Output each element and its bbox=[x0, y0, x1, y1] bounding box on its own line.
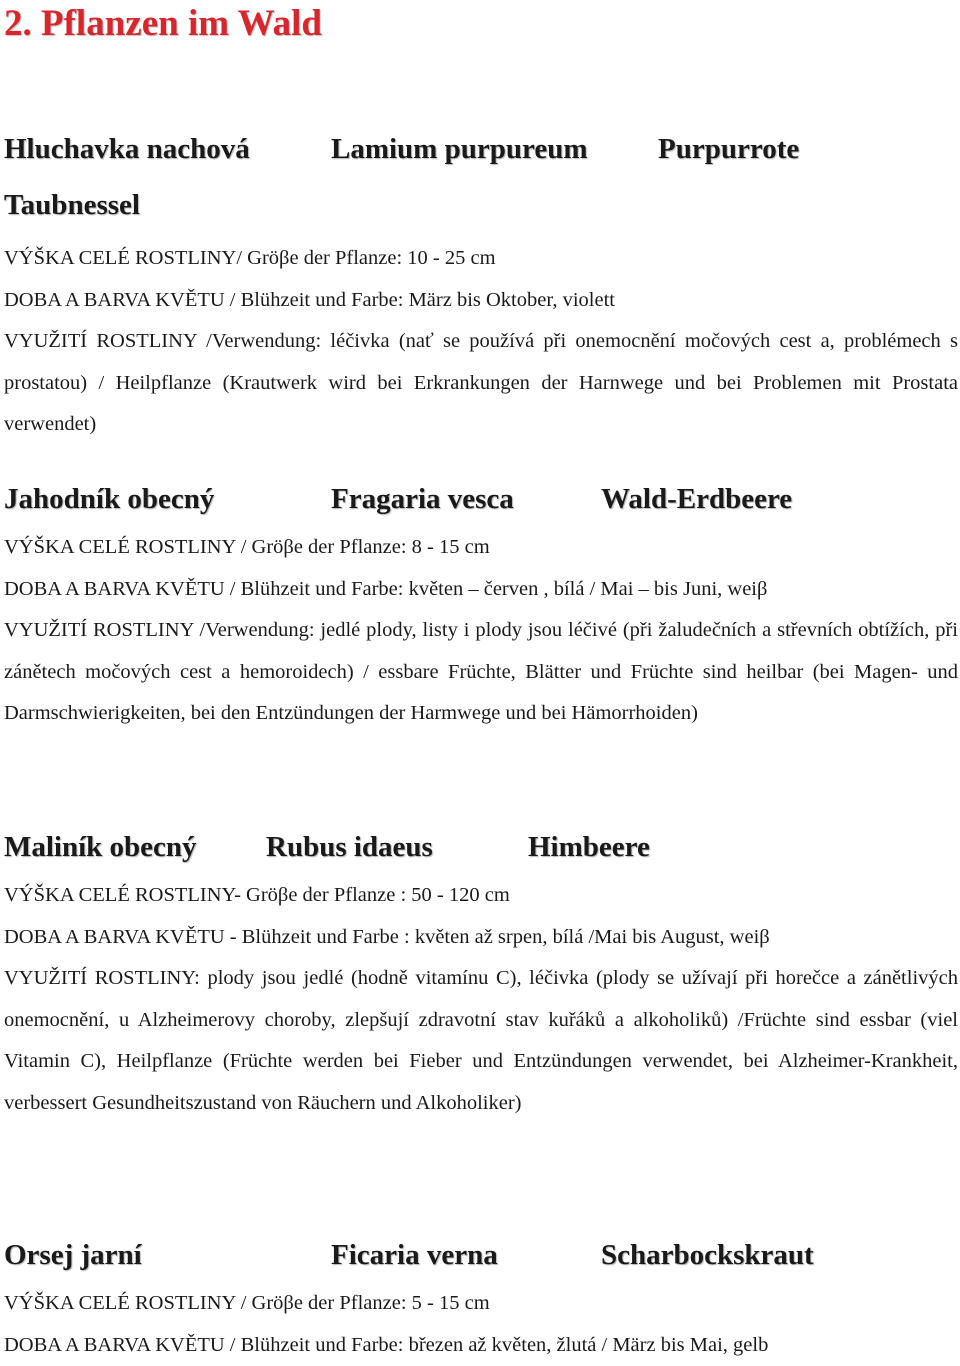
plant-czech-name: Jahodník obecný bbox=[4, 483, 214, 516]
plant-section-ficaria bbox=[4, 1239, 958, 1366]
plant-height: VÝŠKA CELÉ ROSTLINY / Gröβe der Pflanze: 5 - 15 cm bbox=[4, 1283, 958, 1325]
plant-german-name-continued: Taubnessel bbox=[4, 189, 140, 222]
plant-latin-name: Ficaria verna bbox=[331, 1239, 498, 1272]
plant-bloom: DOBA A BARVA KVĚTU / Blühzeit und Farbe: březen až květen, žlutá / März bis Mai, gelb bbox=[4, 1325, 958, 1366]
plant-use: VYUŽITÍ ROSTLINY /Verwendung: jedlé plody, listy i plody jsou léčivé (při žaludečních a střevních obtížích, při zánětech močových cest a hemoroidech) / essbare Früchte, Blätter und Früchte sind heilbar (bei Magen- und Darmschwierigkeiten, bei den Entzündungen der Harmwege und bei Hämorrhoiden) bbox=[4, 610, 958, 735]
chapter-title: 2. Pflanzen im Wald bbox=[4, 2, 322, 45]
plant-section-lamium bbox=[4, 133, 958, 446]
plant-latin-name: Lamium purpureum bbox=[331, 133, 587, 166]
plant-bloom: DOBA A BARVA KVĚTU / Blühzeit und Farbe: März bis Oktober, violett bbox=[4, 280, 958, 322]
plant-heading bbox=[4, 831, 958, 875]
plant-height: VÝŠKA CELÉ ROSTLINY / Gröβe der Pflanze: 8 - 15 cm bbox=[4, 527, 958, 569]
plant-german-name: Scharbockskraut bbox=[601, 1239, 814, 1272]
plant-heading bbox=[4, 483, 958, 527]
plant-bloom: DOBA A BARVA KVĚTU - Blühzeit und Farbe : květen až srpen, bílá /Mai bis August, weiβ bbox=[4, 917, 958, 959]
plant-czech-name: Orsej jarní bbox=[4, 1239, 142, 1272]
plant-use: VYUŽITÍ ROSTLINY: plody jsou jedlé (hodně vitamínu C), léčivka (plody se užívají při horečce a zánětlivých onemocnění, u Alzheimerovy choroby, zlepšují zdravotní stav kuřáků a alkoholiků) /Früchte sind essbar (viel Vitamin C), Heilpflanze (Früchte werden bei Fieber und Entzündungen verwendet, bei Alzheimer-Krankheit, verbessert Gesundheitszustand von Räuchern und Alkoholiker) bbox=[4, 958, 958, 1124]
plant-use: VYUŽITÍ ROSTLINY /Verwendung: léčivka (nať se používá při onemocnění močových cest a, problémech s prostatou) / Heilpflanze (Krautwerk wird bei Erkrankungen der Harnwege und bei Problemen mit Prostata verwendet) bbox=[4, 321, 958, 446]
plant-height: VÝŠKA CELÉ ROSTLINY/ Gröβe der Pflanze: 10 - 25 cm bbox=[4, 238, 958, 280]
plant-heading bbox=[4, 133, 958, 231]
plant-latin-name: Rubus idaeus bbox=[266, 831, 433, 864]
plant-section-rubus bbox=[4, 831, 958, 1124]
plant-german-name: Wald-Erdbeere bbox=[601, 483, 792, 516]
plant-bloom: DOBA A BARVA KVĚTU / Blühzeit und Farbe: květen – červen , bílá / Mai – bis Juni, weiβ bbox=[4, 569, 958, 611]
plant-czech-name: Maliník obecný bbox=[4, 831, 197, 864]
plant-heading bbox=[4, 1239, 958, 1283]
plant-german-name: Himbeere bbox=[528, 831, 650, 864]
plant-german-name: Purpurrote bbox=[658, 133, 799, 166]
plant-height: VÝŠKA CELÉ ROSTLINY- Gröβe der Pflanze : 50 - 120 cm bbox=[4, 875, 958, 917]
plant-latin-name: Fragaria vesca bbox=[331, 483, 514, 516]
plant-czech-name: Hluchavka nachová bbox=[4, 133, 250, 166]
plant-section-fragaria bbox=[4, 483, 958, 735]
